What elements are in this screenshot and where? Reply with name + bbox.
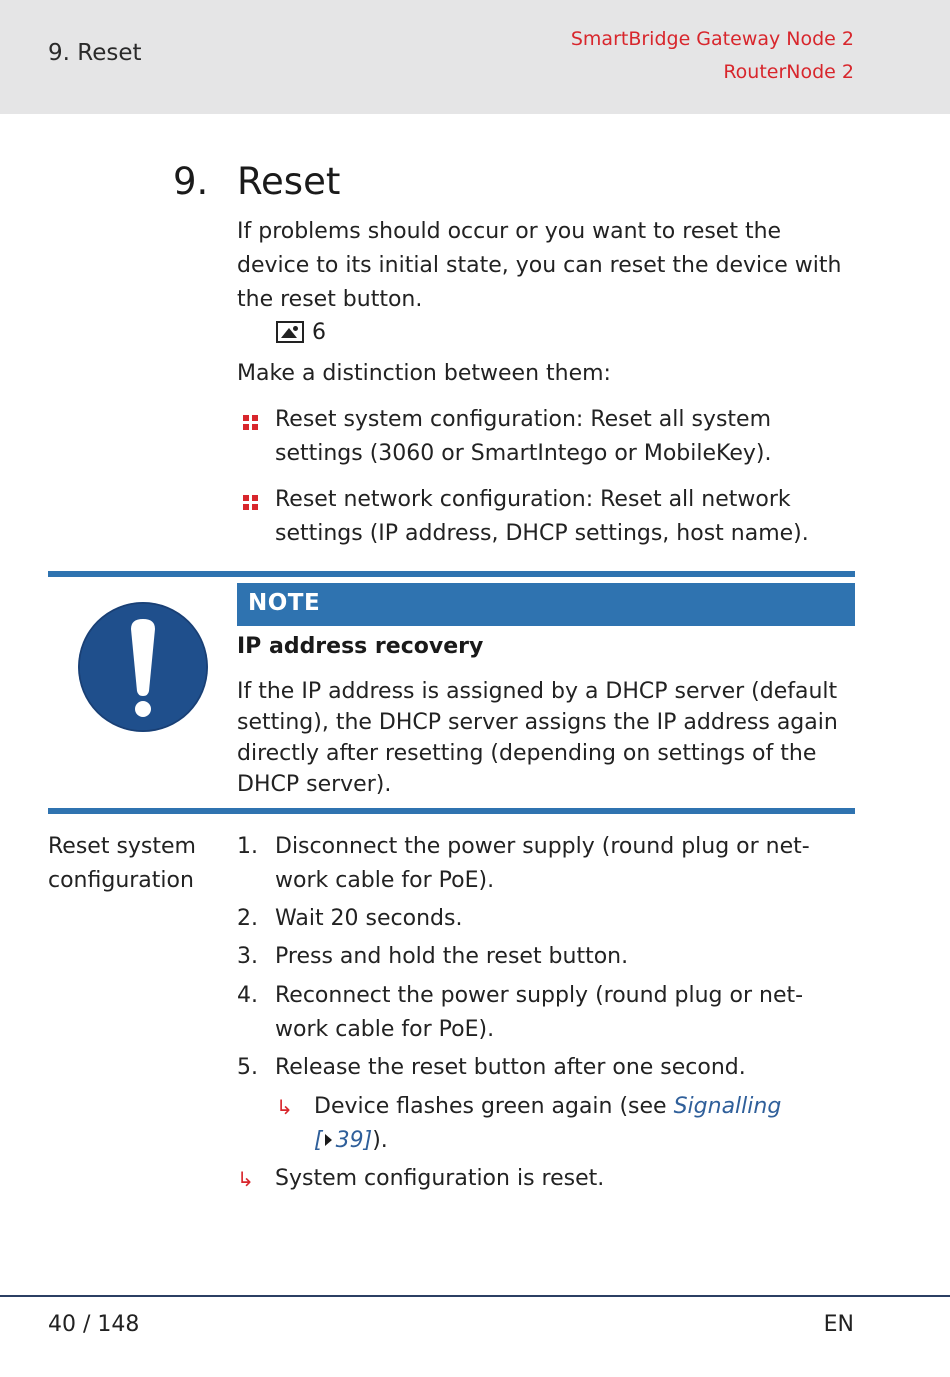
- link-label: Signalling: [673, 1094, 782, 1119]
- chapter-title: Reset: [237, 160, 341, 203]
- result-text-prefix: Device flashes green again (see: [314, 1094, 674, 1119]
- step-text: Press and hold the reset button.: [275, 944, 629, 969]
- step-number: 4.: [237, 983, 258, 1008]
- step-text: Reconnect the power supply (round plug or net- work cable for PoE).: [275, 983, 804, 1042]
- footer-rule: [0, 1295, 950, 1297]
- list-item-text: Reset system configuration: Reset all system settings (3060 or SmartIntego or MobileKey).: [275, 407, 772, 466]
- note-banner: [237, 583, 855, 626]
- header-product-variant: RouterNode 2: [723, 61, 854, 83]
- link-bracket-open: [: [314, 1128, 323, 1153]
- exclamation-icon: [77, 601, 209, 733]
- link-bracket-close: ]: [363, 1128, 373, 1153]
- note-top-rule: [48, 571, 855, 577]
- note-body: If the IP address is assigned by a DHCP server (default setting), the DHCP server assigns the IP address again directly after resetting (depending on settings of the DHCP server).: [237, 679, 838, 797]
- header-product-name: SmartBridge Gateway Node 2: [570, 28, 854, 50]
- figure-number: 6: [312, 319, 326, 345]
- step-text: Disconnect the power supply (round plug or net- work cable for PoE).: [275, 834, 810, 893]
- note-banner-label: NOTE: [248, 590, 321, 616]
- result-arrow-icon: ↳: [237, 1167, 254, 1191]
- step-number: 2.: [237, 906, 258, 931]
- figure-reference[interactable]: [276, 318, 326, 346]
- header-section-title: 9. Reset: [48, 40, 142, 66]
- result-arrow-icon: ↳: [276, 1095, 293, 1119]
- bullet-squares-icon: [243, 415, 258, 430]
- distinction-text: Make a distinction between them:: [237, 361, 611, 386]
- bullet-squares-icon: [243, 495, 258, 510]
- result-text: [314, 1090, 781, 1158]
- chapter-number: 9.: [173, 160, 209, 203]
- language-code: EN: [823, 1312, 854, 1337]
- step-number: 5.: [237, 1055, 258, 1080]
- step-text: Wait 20 seconds.: [275, 906, 463, 931]
- note-title: IP address recovery: [237, 634, 484, 659]
- procedure-label: Reset system configuration: [48, 834, 196, 893]
- link-page-number: 39: [335, 1128, 364, 1153]
- step-number: 3.: [237, 944, 258, 969]
- page-number: 40 / 148: [48, 1312, 140, 1337]
- step-number: 1.: [237, 834, 258, 859]
- step-text: Release the reset button after one second.: [275, 1055, 746, 1080]
- list-item-text: Reset network configuration: Reset all network settings (IP address, DHCP settings, host name).: [275, 487, 809, 546]
- result-text-suffix: ).: [372, 1128, 388, 1153]
- image-icon: [276, 321, 304, 343]
- note-bottom-rule: [48, 808, 855, 814]
- page-arrow-icon: [325, 1134, 332, 1146]
- intro-paragraph: If problems should occur or you want to reset the device to its initial state, you can reset the device with the reset button.: [237, 219, 842, 312]
- result-text: System configuration is reset.: [275, 1166, 605, 1191]
- page-header: [0, 0, 950, 114]
